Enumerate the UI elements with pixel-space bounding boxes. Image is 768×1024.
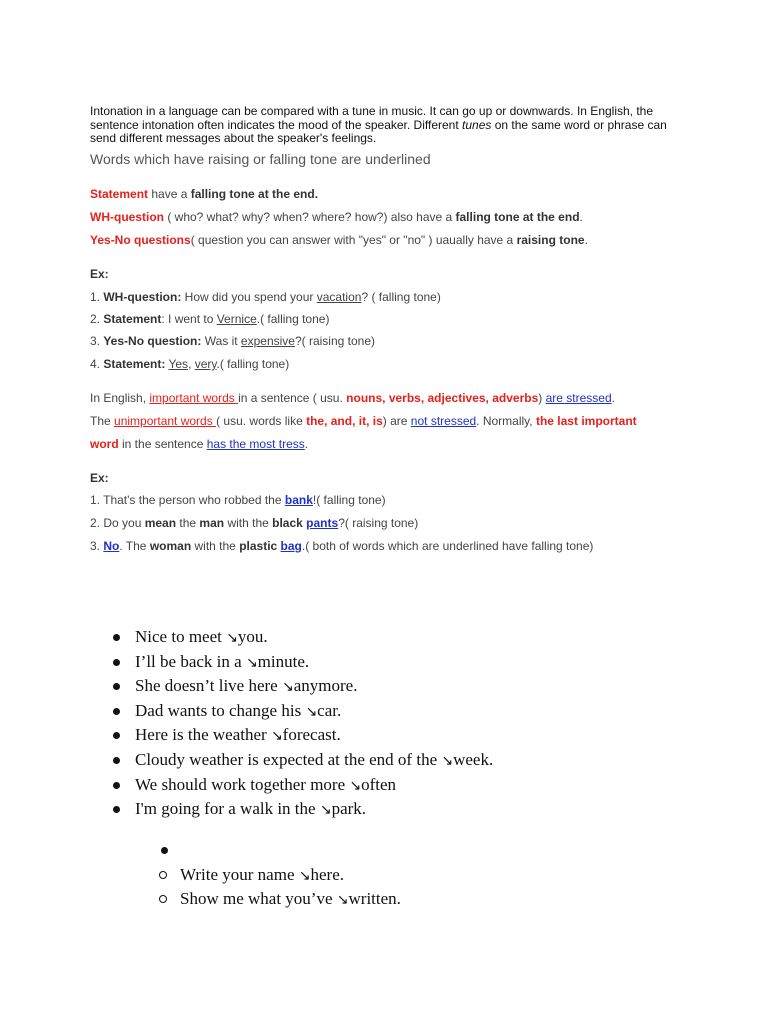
bullet-dot — [113, 757, 120, 764]
falling-arrow-icon: ↘ — [305, 703, 318, 720]
bullet-list — [110, 625, 493, 822]
falling-arrow-icon: ↘ — [281, 679, 294, 696]
list-item: Cloudy weather is expected at the end of the ↘week. — [110, 748, 493, 773]
falling-arrow-icon: ↘ — [319, 802, 332, 819]
stress-line-2: The unimportant words ( usu. words like the, and, it, is) are not stressed. Normally, the last important — [90, 414, 637, 428]
subheading: Words which have raising or falling tone are underlined — [90, 151, 431, 167]
example-item: 1. That's the person who robbed the bank!( falling tone) — [90, 493, 386, 507]
falling-arrow-icon: ↘ — [298, 867, 311, 884]
bullet-dot — [113, 634, 120, 641]
bullet-dot — [113, 683, 120, 690]
example-item: 1. WH-question: How did you spend your vacation? ( falling tone) — [90, 290, 441, 304]
bullet-circle — [159, 871, 167, 879]
example-label-1: Ex: — [90, 267, 109, 281]
example-item: 3. No. The woman with the plastic bag.( both of words which are underlined have falling tone) — [90, 539, 594, 553]
bullet-dot — [113, 659, 120, 666]
rule-wh-question: WH-question ( who? what? why? when? where? how?) also have a falling tone at the end. — [90, 210, 583, 224]
falling-arrow-icon: ↘ — [441, 752, 454, 769]
stress-line-1: In English, important words in a sentence ( usu. nouns, verbs, adjectives, adverbs) are stressed. — [90, 391, 615, 405]
example-item: 4. Statement: Yes, very.( falling tone) — [90, 357, 290, 371]
falling-arrow-icon: ↘ — [226, 630, 238, 646]
example-item: 2. Statement: I went to Vernice.( falling tone) — [90, 312, 330, 326]
bullet-dot — [161, 847, 168, 854]
example-item: 3. Yes-No question: Was it expensive?( raising tone) — [90, 334, 376, 348]
falling-arrow-icon: ↘ — [336, 892, 349, 909]
list-item: Show me what you’ve ↘written. — [158, 887, 401, 912]
intro-paragraph: Intonation in a language can be compared with a tune in music. It can go up or downwards. In English, the sentence intonation often indicates the mood of the speaker. Different tunes on the same word or phrase can send different messages about the speaker's feelings. — [90, 104, 667, 145]
bullet-circle — [159, 895, 167, 903]
bullet-dot — [113, 782, 120, 789]
list-item: Nice to meet ↘you. — [110, 625, 493, 650]
bullet-dot — [113, 708, 120, 715]
list-item: Write your name ↘here. — [158, 863, 401, 888]
empty-list-item — [158, 838, 401, 863]
rule-yes-no: Yes-No questions( question you can answer with "yes" or "no" ) uaually have a raising tone. — [90, 233, 588, 247]
list-item: We should work together more ↘often — [110, 773, 493, 798]
falling-arrow-icon: ↘ — [270, 728, 283, 745]
example-label-2: Ex: — [90, 471, 109, 485]
sub-bullet-list — [158, 838, 401, 912]
rule-statement: Statement have a falling tone at the end. — [90, 187, 319, 201]
example-item: 2. Do you mean the man with the black pants?( raising tone) — [90, 516, 419, 530]
bullet-dot — [113, 732, 120, 739]
list-item: I'm going for a walk in the ↘park. — [110, 797, 493, 822]
list-item: Here is the weather ↘forecast. — [110, 723, 493, 748]
list-item: She doesn’t live here ↘anymore. — [110, 674, 493, 699]
stress-line-3: word in the sentence has the most tress. — [90, 437, 309, 451]
bullet-dot — [113, 806, 120, 813]
list-item: I’ll be back in a ↘minute. — [110, 650, 493, 675]
list-item: Dad wants to change his ↘car. — [110, 699, 493, 724]
falling-arrow-icon: ↘ — [245, 654, 258, 671]
falling-arrow-icon: ↘ — [349, 777, 362, 794]
